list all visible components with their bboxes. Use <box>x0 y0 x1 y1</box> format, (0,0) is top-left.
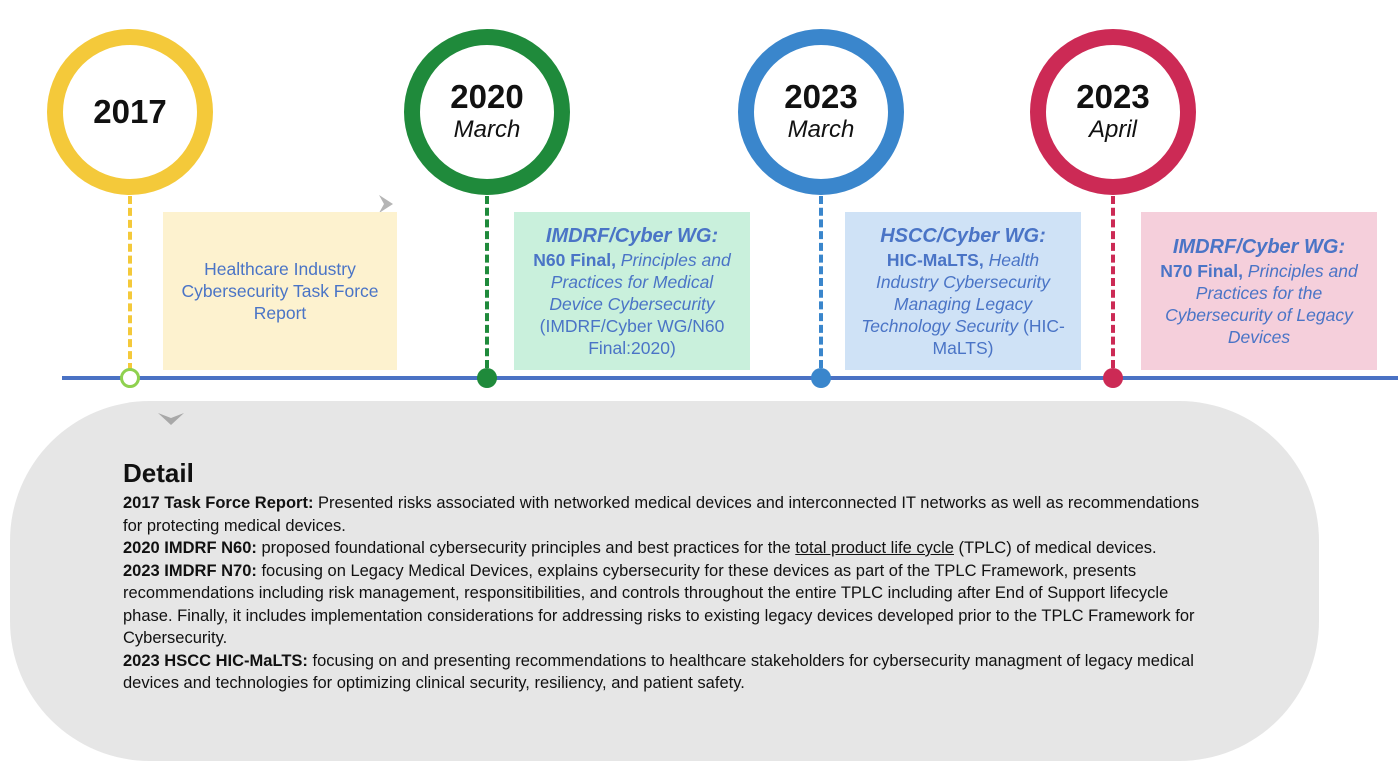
chevron-down-icon <box>156 409 186 431</box>
detail-body <box>123 456 1203 695</box>
detail-item-label: 2020 IMDRF N60: <box>123 539 257 557</box>
event-head: IMDRF/Cyber WG: <box>1172 236 1346 258</box>
detail-item-text: proposed foundational cybersecurity principles and best practices for the <box>256 539 796 557</box>
timeline-dot-2017 <box>120 368 140 388</box>
milestone-month: March <box>453 116 521 143</box>
event-doc-title: Principles and Practices for the Cybersecurity of Legacy Devices <box>1165 261 1358 347</box>
event-box-2023-march <box>845 212 1081 370</box>
event-description <box>524 249 740 359</box>
event-doc-ref: (HIC-MaLTS) <box>932 316 1065 358</box>
detail-item <box>123 650 1203 695</box>
detail-title: Detail <box>123 458 194 488</box>
milestone-circle-2023-april <box>1030 29 1196 195</box>
event-doc-title: Health Industry Cybersecurity Managing Legacy Technology Security <box>861 250 1051 336</box>
event-box-2020 <box>514 212 750 370</box>
connector-2023-april <box>1111 196 1115 368</box>
detail-item-label: 2023 HSCC HIC-MaLTS: <box>123 651 308 670</box>
timeline-dot-2020 <box>477 368 497 388</box>
milestone-month: April <box>1088 116 1137 143</box>
event-box-2023-april <box>1141 212 1377 370</box>
timeline-dot-2023-march <box>811 368 831 388</box>
detail-item-label: 2023 IMDRF N70: <box>123 561 257 580</box>
detail-item-text: focusing on Legacy Medical Devices, explains cybersecurity for these devices as part of the TPLC Framework, presents recommendations including risk management, responsitibilities, and controls throughout the entire TPLC including after End of Support lifecycle phase. Finally, it includes implementation considerations for addressing risks to existing legacy devices developed prior to the TPLC Framework for Cybersecurity. <box>123 561 1195 647</box>
detail-item-label: 2017 Task Force Report: <box>123 494 314 512</box>
detail-item-text: focusing on and presenting recommendations to healthcare stakeholders for cybersecurity managment of legacy medical devices and technologies for optimizing clinical security, resiliency, and patient safety. <box>123 651 1194 692</box>
milestone-year: 2023 <box>784 78 858 115</box>
milestone-month: March <box>787 116 855 143</box>
milestone-year: 2023 <box>1076 78 1150 115</box>
milestone-circle-2020-march <box>404 29 570 195</box>
event-head: HSCC/Cyber WG: <box>880 225 1046 247</box>
milestone-circle-2017 <box>47 29 213 195</box>
detail-item-text: Presented risks associated with networked medical devices and interconnected IT networks as well as recommendations for protecting medical devices. <box>123 494 1200 535</box>
milestone-circle-2023-march <box>738 29 904 195</box>
detail-panel <box>10 401 1319 761</box>
connector-2020 <box>485 196 489 368</box>
event-doc-id: N60 Final, <box>533 250 616 270</box>
timeline-line <box>62 376 1398 380</box>
connector-2017 <box>128 196 132 371</box>
event-head: IMDRF/Cyber WG: <box>545 225 719 247</box>
tplc-link-text: total product life cycle <box>795 539 954 557</box>
detail-item-text: (TPLC) of medical devices. <box>953 539 1157 557</box>
milestone-year: 2017 <box>93 93 167 130</box>
milestone-year: 2020 <box>450 78 524 115</box>
detail-item <box>123 560 1203 650</box>
event-description <box>1151 260 1367 348</box>
event-doc-ref: (IMDRF/Cyber WG/N60 Final:2020) <box>539 316 725 358</box>
event-text: Healthcare Industry Cybersecurity Task Force Report <box>181 259 379 323</box>
event-doc-title: Principles and Practices for Medical Device Cybersecurity <box>549 250 731 314</box>
detail-item <box>123 492 1203 537</box>
connector-2023-march <box>819 196 823 368</box>
event-doc-id: HIC-MaLTS, <box>886 250 984 270</box>
timeline-dot-2023-april <box>1103 368 1123 388</box>
detail-item <box>123 537 1203 560</box>
event-doc-id: N70 Final, <box>1160 261 1243 281</box>
event-description <box>855 249 1071 359</box>
event-box-2017 <box>163 212 397 370</box>
